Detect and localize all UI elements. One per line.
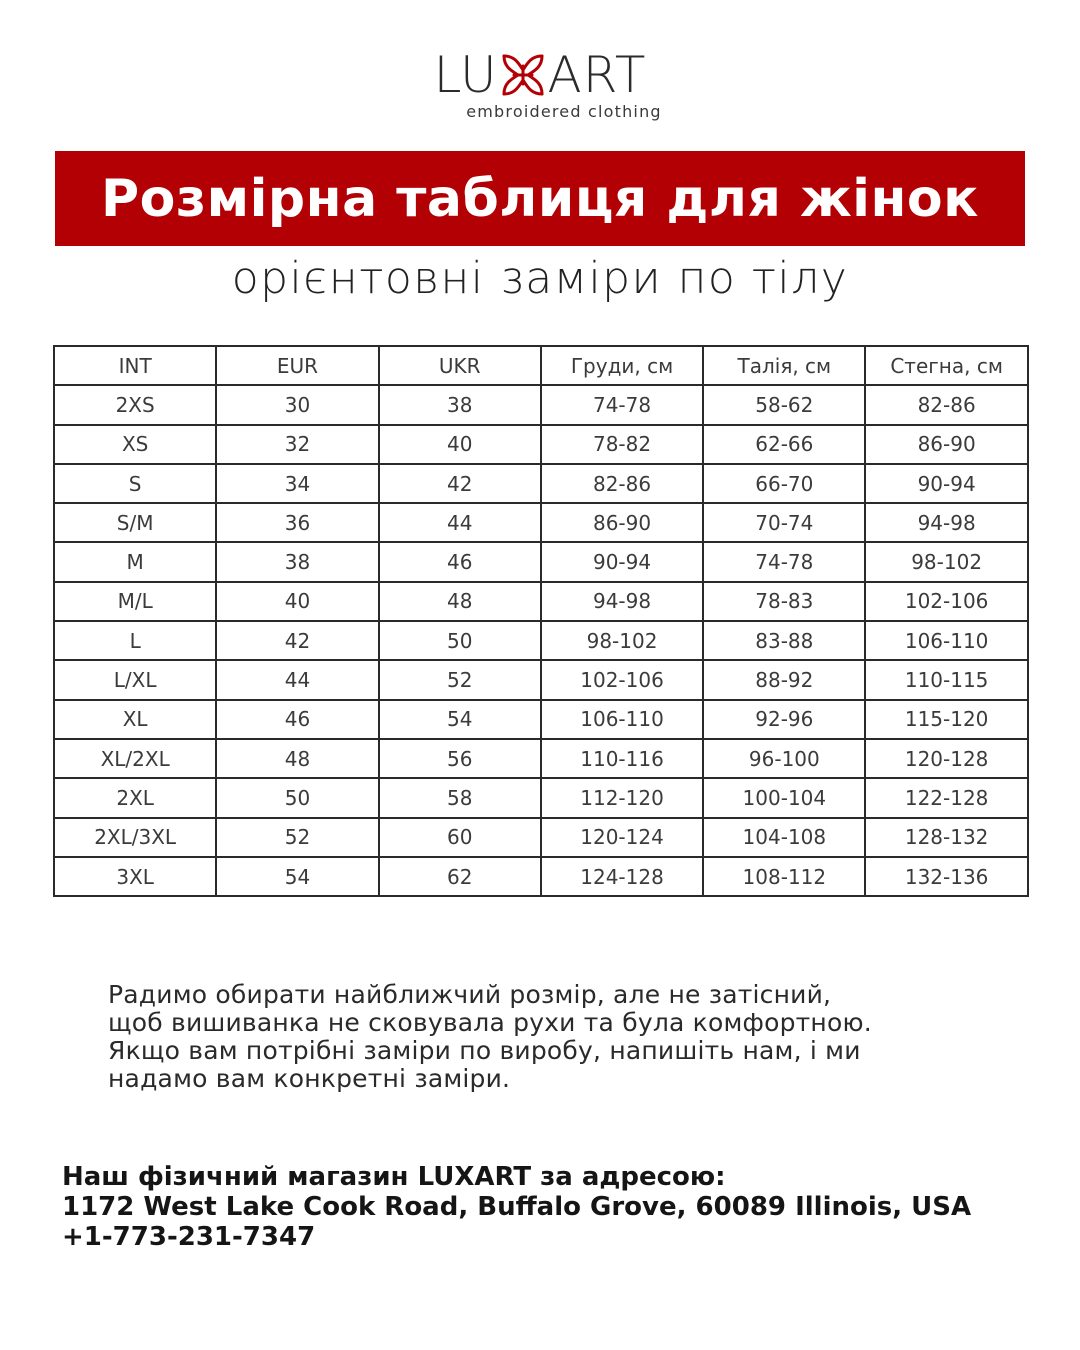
page-title: Розмірна таблиця для жінок	[101, 168, 979, 229]
note-line: Якщо вам потрібні заміри по виробу, напишіть нам, і ми	[108, 1036, 861, 1065]
cell-waist: 104-108	[703, 818, 865, 857]
cell-ukr: 52	[379, 660, 541, 699]
table-row	[54, 385, 1028, 424]
cell-waist: 88-92	[703, 660, 865, 699]
cell-hips: 115-120	[865, 700, 1027, 739]
cell-hips: 94-98	[865, 503, 1027, 542]
column-header-int: INT	[54, 346, 216, 385]
cell-eur: 44	[216, 660, 378, 699]
cell-int: 2XL/3XL	[54, 818, 216, 857]
cell-int: M	[54, 542, 216, 581]
note-line: щоб вишиванка не сковувала рухи та була комфортною.	[108, 1008, 872, 1037]
cell-eur: 54	[216, 857, 378, 896]
store-street-address: 1172 West Lake Cook Road, Buffalo Grove, 60089 Illinois, USA	[62, 1192, 972, 1222]
cell-chest: 94-98	[541, 582, 703, 621]
cell-eur: 30	[216, 385, 378, 424]
cell-chest: 90-94	[541, 542, 703, 581]
cell-waist: 74-78	[703, 542, 865, 581]
cell-ukr: 38	[379, 385, 541, 424]
logo-wordmark	[433, 46, 647, 104]
cell-chest: 82-86	[541, 464, 703, 503]
cell-chest: 124-128	[541, 857, 703, 896]
cell-ukr: 60	[379, 818, 541, 857]
cell-hips: 102-106	[865, 582, 1027, 621]
note-line: надамо вам конкретні заміри.	[108, 1064, 511, 1093]
table-row	[54, 621, 1028, 660]
cell-eur: 50	[216, 778, 378, 817]
note-line: Радимо обирати найближчий розмір, але не затісний,	[108, 980, 832, 1009]
cell-int: S/M	[54, 503, 216, 542]
cell-eur: 48	[216, 739, 378, 778]
cell-hips: 120-128	[865, 739, 1027, 778]
cell-eur: 52	[216, 818, 378, 857]
table-row	[54, 542, 1028, 581]
page-subtitle: орієнтовні заміри по тілу	[231, 253, 849, 304]
store-address-block	[62, 1162, 1052, 1252]
table-row	[54, 700, 1028, 739]
title-banner	[55, 151, 1025, 246]
cell-eur: 40	[216, 582, 378, 621]
cell-eur: 42	[216, 621, 378, 660]
cell-hips: 106-110	[865, 621, 1027, 660]
cell-waist: 58-62	[703, 385, 865, 424]
cell-ukr: 48	[379, 582, 541, 621]
cell-int: XL	[54, 700, 216, 739]
cell-chest: 74-78	[541, 385, 703, 424]
cell-ukr: 42	[379, 464, 541, 503]
cell-int: M/L	[54, 582, 216, 621]
cell-waist: 70-74	[703, 503, 865, 542]
cell-waist: 83-88	[703, 621, 865, 660]
embroidery-ornament-icon	[500, 52, 546, 98]
cell-int: XS	[54, 425, 216, 464]
column-header-waist: Талія, см	[703, 346, 865, 385]
cell-ukr: 62	[379, 857, 541, 896]
size-chart-table	[53, 345, 1029, 897]
sizing-advice-note	[108, 981, 1008, 1093]
table-row	[54, 818, 1028, 857]
cell-chest: 112-120	[541, 778, 703, 817]
cell-eur: 36	[216, 503, 378, 542]
cell-eur: 32	[216, 425, 378, 464]
cell-hips: 82-86	[865, 385, 1027, 424]
brand-logo	[0, 46, 1080, 121]
table-row	[54, 582, 1028, 621]
cell-chest: 106-110	[541, 700, 703, 739]
cell-chest: 120-124	[541, 818, 703, 857]
table-body	[54, 385, 1028, 896]
cell-chest: 110-116	[541, 739, 703, 778]
cell-waist: 108-112	[703, 857, 865, 896]
cell-int: 2XS	[54, 385, 216, 424]
cell-ukr: 50	[379, 621, 541, 660]
cell-waist: 78-83	[703, 582, 865, 621]
cell-int: L/XL	[54, 660, 216, 699]
cell-ukr: 46	[379, 542, 541, 581]
table-row	[54, 464, 1028, 503]
logo-text-left: LU	[433, 46, 498, 104]
cell-chest: 78-82	[541, 425, 703, 464]
column-header-hips: Стегна, см	[865, 346, 1027, 385]
logo-tagline: embroidered clothing	[466, 102, 662, 121]
cell-ukr: 40	[379, 425, 541, 464]
cell-eur: 38	[216, 542, 378, 581]
column-header-chest: Груди, см	[541, 346, 703, 385]
cell-eur: 34	[216, 464, 378, 503]
cell-waist: 66-70	[703, 464, 865, 503]
store-phone: +1-773-231-7347	[62, 1222, 316, 1252]
cell-waist: 62-66	[703, 425, 865, 464]
column-header-ukr: UKR	[379, 346, 541, 385]
cell-waist: 96-100	[703, 739, 865, 778]
cell-int: XL/2XL	[54, 739, 216, 778]
table-row	[54, 857, 1028, 896]
logo-text-right: ART	[547, 46, 647, 104]
cell-int: S	[54, 464, 216, 503]
cell-int: 3XL	[54, 857, 216, 896]
cell-hips: 132-136	[865, 857, 1027, 896]
cell-hips: 86-90	[865, 425, 1027, 464]
cell-hips: 110-115	[865, 660, 1027, 699]
cell-ukr: 44	[379, 503, 541, 542]
cell-chest: 86-90	[541, 503, 703, 542]
cell-chest: 102-106	[541, 660, 703, 699]
cell-ukr: 58	[379, 778, 541, 817]
table-row	[54, 778, 1028, 817]
cell-waist: 100-104	[703, 778, 865, 817]
cell-hips: 98-102	[865, 542, 1027, 581]
cell-int: 2XL	[54, 778, 216, 817]
cell-eur: 46	[216, 700, 378, 739]
cell-waist: 92-96	[703, 700, 865, 739]
table-header-row	[54, 346, 1028, 385]
cell-hips: 90-94	[865, 464, 1027, 503]
cell-chest: 98-102	[541, 621, 703, 660]
table-row	[54, 739, 1028, 778]
cell-ukr: 56	[379, 739, 541, 778]
cell-ukr: 54	[379, 700, 541, 739]
column-header-eur: EUR	[216, 346, 378, 385]
cell-int: L	[54, 621, 216, 660]
table-row	[54, 503, 1028, 542]
store-heading: Наш фізичний магазин LUXART за адресою:	[62, 1162, 726, 1192]
table-row	[54, 660, 1028, 699]
cell-hips: 128-132	[865, 818, 1027, 857]
table-row	[54, 425, 1028, 464]
cell-hips: 122-128	[865, 778, 1027, 817]
